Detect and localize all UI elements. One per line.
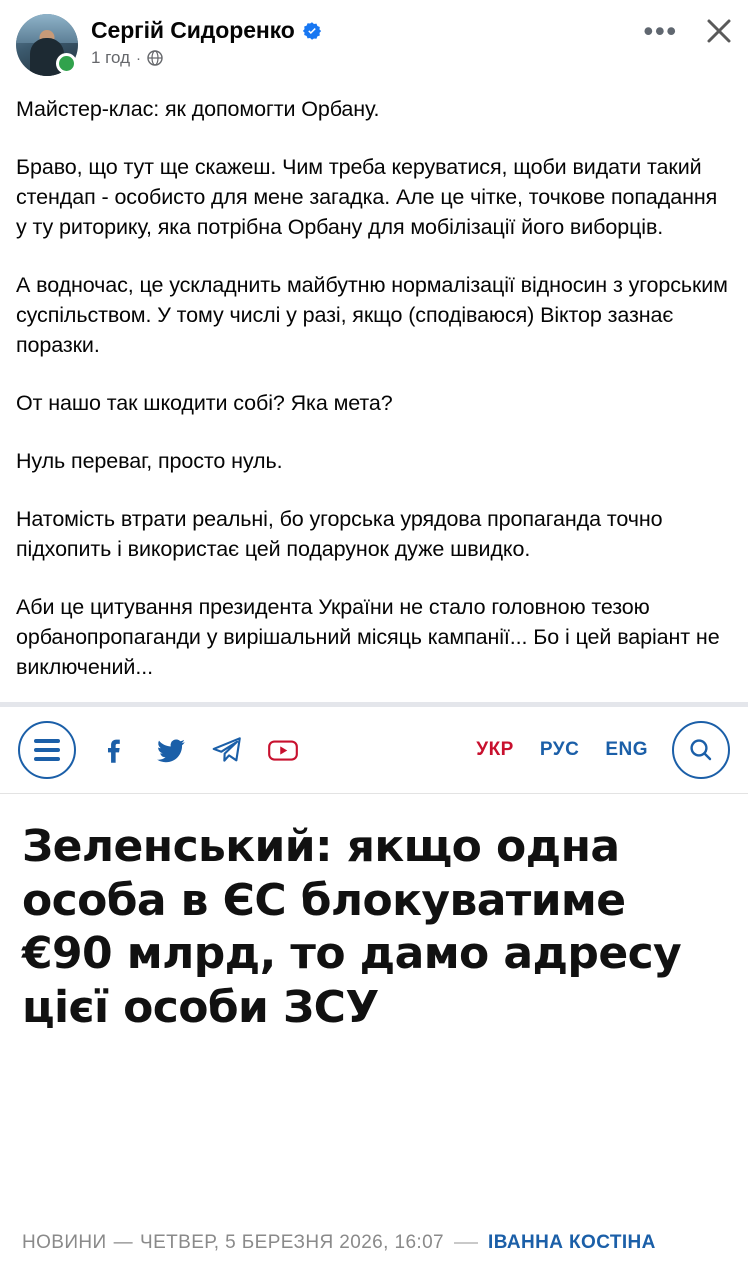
article-preview-card[interactable] [0,707,748,1280]
post-paragraph: Майстер-клас: як допомогти Орбану. [16,97,380,121]
verified-badge-icon [302,21,322,41]
lang-eng[interactable]: ENG [605,739,648,760]
youtube-icon[interactable] [266,733,300,767]
footer-dash: — [113,1232,134,1253]
globe-icon[interactable] [147,50,163,66]
close-icon[interactable] [704,16,734,46]
header-actions [644,16,734,46]
article-headline[interactable]: Зеленський: якщо одна особа в ЄС блокуватиме €90 млрд, то дамо адресу цієї особи ЗСУ [22,821,682,1034]
post-paragraph: Аби це цитування президента України не стало головною тезою орбанопропаганди у вирішальний місяць кампанії... Бо і цей варіант не виключений... [16,595,720,679]
article-author[interactable]: ІВАННА КОСТІНА [488,1232,656,1253]
lang-ukr[interactable]: УКР [476,739,514,760]
telegram-icon[interactable] [210,733,244,767]
post-paragraph: А водночас, це ускладнить майбутню нормалізації відносин з угорським суспільством. У тому числі у разі, якщо (сподіваюся) Віктор зазнає поразки. [16,273,728,357]
twitter-icon[interactable] [154,733,188,767]
lang-rus[interactable]: РУС [539,739,580,760]
post-paragraph: Натомість втрати реальні, бо угорська урядова пропаганда точно підхопить і використає цей подарунок дуже швидко. [16,507,663,561]
social-links [98,733,300,767]
article-nav-bar [0,707,748,794]
article-section[interactable]: НОВИНИ [22,1232,107,1253]
facebook-icon[interactable] [98,733,132,767]
post-paragraph: От нашо так шкодити собі? Яка мета? [16,391,393,415]
post-header-text [91,14,732,68]
post-header [0,0,748,82]
post-text [0,82,748,692]
post-paragraph: Нуль переваг, просто нуль. [16,449,283,473]
post-time[interactable]: 1 год [91,48,131,67]
online-status-dot [56,53,77,74]
author-name[interactable]: Сергій Сидоренко [91,17,295,43]
post-meta [91,48,732,68]
article-date: ЧЕТВЕР, 5 БЕРЕЗНЯ 2026, 16:07 [140,1232,445,1253]
search-button[interactable] [672,721,730,779]
footer-rule [454,1242,478,1244]
author-row [91,17,732,44]
post-paragraph: Браво, що тут ще скажеш. Чим треба керуватися, щоби видати такий стендап - особисто для мене загадка. Але це чітке, точкове попадання у ту риторику, яка потрібна Орбану для мобілізації його виборців. [16,155,718,239]
meta-separator: · [136,49,142,67]
language-switcher [476,739,648,761]
search-icon [686,735,716,765]
article-footer [0,1214,748,1280]
avatar[interactable] [16,14,78,76]
more-options-icon[interactable]: ••• [643,16,678,46]
hamburger-menu-icon[interactable] [18,721,76,779]
